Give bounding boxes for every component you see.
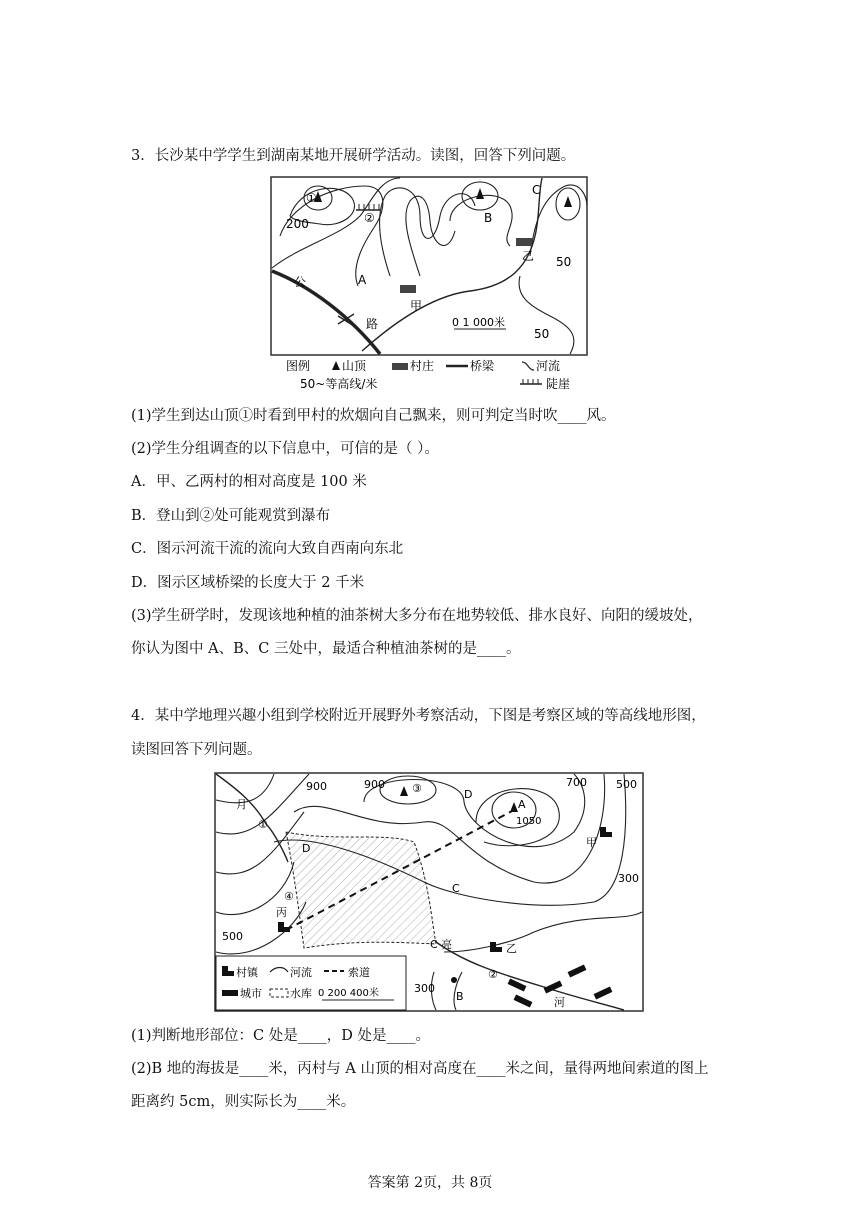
q3-label-peak1: ① xyxy=(306,191,317,205)
q4-label-yue: 月 xyxy=(236,798,247,811)
q3-question-1: (1)学生到达山顶①时看到甲村的炊烟向自己飘来，则可判定当时吹____风。 xyxy=(131,408,616,424)
q3-label-50-bottom: 50 xyxy=(534,327,550,341)
q4-map-svg xyxy=(214,772,644,1012)
q3-legend-village: 村庄 xyxy=(410,359,435,373)
q4-label-bing: 丙 xyxy=(276,906,287,919)
q3-label-lu: 路 xyxy=(366,317,379,331)
q4-label-500-right: 500 xyxy=(616,778,637,791)
q4-label-C-liang: C 亮 xyxy=(430,938,453,951)
q3-map-svg xyxy=(270,176,588,394)
q4-stem-line2: 读图回答下列问题。 xyxy=(131,742,262,758)
q3-legend-village-icon xyxy=(392,363,408,370)
q4-legend xyxy=(216,956,406,1010)
q3-legend-contour: 50~等高线/米 xyxy=(300,377,378,391)
q3-legend-river-icon xyxy=(522,362,534,370)
q4-label-he: 河 xyxy=(554,996,565,1009)
q3-label-jia: 甲 xyxy=(410,299,423,313)
q4-label-B: B xyxy=(456,990,464,1003)
q3-legend-title: 图例 xyxy=(286,359,311,373)
q4-contour-map xyxy=(214,772,644,1012)
q4-label-300-right: 300 xyxy=(618,872,639,885)
q3-question-2: (2)学生分组调查的以下信息中，可信的是（ ）。 xyxy=(131,441,439,457)
q4-legend-scale: 0 200 400米 xyxy=(318,988,379,999)
q4-label-yi: 乙 xyxy=(506,942,517,955)
q4-label-1050: 1050 xyxy=(516,816,542,827)
q4-question-2-line1: (2)B 地的海拔是____米，丙村与 A 山顶的相对高度在____米之间，量得两地间索道的图上 xyxy=(131,1061,709,1077)
q3-option-a: A．甲、乙两村的相对高度是 100 米 xyxy=(131,474,367,490)
q4-label-C: C xyxy=(452,882,460,895)
q4-label-A: A xyxy=(518,798,526,811)
q3-option-d: D．图示区域桥梁的长度大于 2 千米 xyxy=(131,575,365,591)
q3-village-yi-marker xyxy=(516,238,532,246)
q3-legend-river: 河流 xyxy=(536,359,561,373)
q4-label-site1: ① xyxy=(258,818,268,831)
q4-legend-town: 村镇 xyxy=(236,966,258,979)
q4-legend-city-icon xyxy=(222,990,238,996)
q4-label-D-top: D xyxy=(464,788,473,801)
q4-label-300-bottom: 300 xyxy=(414,982,435,995)
q3-legend-peak-icon xyxy=(332,361,340,370)
q3-stem: 3．长沙某中学学生到湖南某地开展研学活动。读图，回答下列问题。 xyxy=(131,148,576,164)
q4-label-900-top: 900 xyxy=(364,778,385,791)
q4-pointB-marker xyxy=(451,977,457,983)
q3-contour-map xyxy=(270,176,588,394)
q3-option-b: B．登山到②处可能观赏到瀑布 xyxy=(131,508,331,524)
q4-label-site4: ④ xyxy=(284,890,294,903)
q3-label-C: C xyxy=(532,183,541,197)
q3-legend-bridge: 桥梁 xyxy=(470,359,495,373)
q4-label-peak3: ③ xyxy=(412,782,422,795)
q4-legend-cableway: 索道 xyxy=(348,966,370,979)
q4-label-D-left: D xyxy=(302,842,311,855)
q4-legend-city: 城市 xyxy=(240,987,262,1000)
q3-village-jia-marker xyxy=(400,285,416,293)
q3-legend-cliff: 陡崖 xyxy=(546,377,571,391)
q3-question-3-line2: 你认为图中 A、B、C 三处中，最适合种植油茶树的是____。 xyxy=(131,641,521,657)
q4-label-jia: 甲 xyxy=(586,836,597,849)
q4-label-700: 700 xyxy=(566,776,587,789)
q3-legend xyxy=(286,358,570,391)
q3-option-c: C．图示河流干流的流向大致自西南向东北 xyxy=(131,541,404,557)
q3-legend-peak: 山顶 xyxy=(342,359,367,373)
q3-label-scale: 0 1 000米 xyxy=(452,316,505,329)
q3-label-yi: 乙 xyxy=(522,249,535,263)
q3-label-200: 200 xyxy=(286,217,309,231)
q3-question-3-line1: (3)学生研学时，发现该地种植的油茶树大多分布在地势较低、排水良好、向阳的缓坡处， xyxy=(131,608,703,624)
page-footer: 答案第 2页，共 8页 xyxy=(367,1175,493,1191)
q3-label-B: B xyxy=(484,211,493,225)
q3-label-gong: 公 xyxy=(294,275,307,289)
q4-legend-river: 河流 xyxy=(290,966,312,979)
q4-label-500-left: 500 xyxy=(222,930,243,943)
q4-stem-line1: 4．某中学地理兴趣小组到学校附近开展野外考察活动，下图是考察区域的等高线地形图， xyxy=(131,708,706,724)
q4-question-2-line2: 距离约 5cm，则实际长为____米。 xyxy=(131,1094,356,1110)
q4-question-1: (1)判断地形部位：C 处是____，D 处是____。 xyxy=(131,1028,430,1044)
q4-label-900-left: 900 xyxy=(306,780,327,793)
q3-label-A: A xyxy=(358,273,367,287)
q3-label-site2: ② xyxy=(364,211,375,225)
q4-label-site2: ② xyxy=(488,968,498,981)
q3-label-50-right: 50 xyxy=(556,255,572,269)
q4-legend-reservoir: 水库 xyxy=(290,987,312,1000)
